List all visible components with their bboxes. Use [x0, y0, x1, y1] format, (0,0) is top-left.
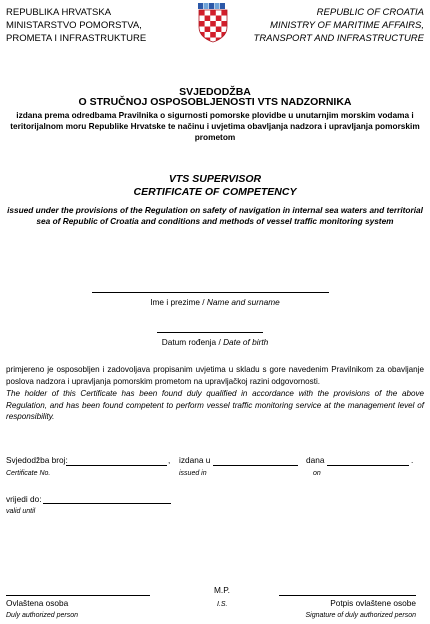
- header-left-line-3: PROMETA I INFRASTRUKTURE: [6, 33, 147, 44]
- issued-in-label: izdana u: [179, 455, 211, 465]
- issued-date-sep: .: [411, 455, 414, 465]
- croatian-coat-of-arms-icon: [195, 3, 231, 43]
- issued-in-line[interactable]: [213, 465, 298, 466]
- body-text-en: The holder of this Certificate has been found duly qualified in accordance with the provisions of the above Regulation, and has been found competent to perform vessel traffic monitoring service at the management level of responsibility.: [6, 389, 424, 421]
- title-hr-subtitle: izdana prema odredbama Pravilnika o sigurnosti pomorske plovidbe u unutarnjim morskim vodama i teritorijalnom moru Republike Hrvatske te načinu i uvjetima obavljanja nadzora i upravljanja pomorskim prometom: [10, 110, 420, 142]
- stamp-label: M.P.: [214, 585, 230, 595]
- stamp-sub: I.S.: [217, 601, 228, 608]
- cert-number-line[interactable]: [66, 465, 167, 466]
- dob-field-line[interactable]: [157, 332, 263, 333]
- authorized-person-label: Ovlaštena osoba: [6, 598, 69, 608]
- name-field-caption: [0, 297, 430, 308]
- authorized-person-sub: Duly authorized person: [6, 612, 78, 619]
- cert-number-sub: Certificate No.: [6, 470, 51, 477]
- header-right-line-2: MINISTRY OF MARITIME AFFAIRS,: [270, 20, 424, 31]
- signature-line[interactable]: [279, 595, 416, 596]
- authorized-person-line[interactable]: [6, 595, 150, 596]
- cert-number-sep: ,: [168, 455, 171, 465]
- header-right-line-3: TRANSPORT AND INFRASTRUCTURE: [253, 33, 424, 44]
- header-right-block: [254, 6, 424, 45]
- valid-until-sub: valid until: [6, 508, 36, 515]
- issued-date-label: dana: [306, 455, 325, 465]
- signature-label: Potpis ovlaštene osobe: [330, 598, 416, 608]
- valid-until-label: vrijedi do:: [6, 494, 42, 504]
- signature-sub: Signature of duly authorized person: [305, 612, 416, 619]
- dob-field-caption: [0, 337, 430, 348]
- issued-date-line[interactable]: [327, 465, 409, 466]
- header-left-line-1: REPUBLIKA HRVATSKA: [6, 7, 112, 18]
- header-left-block: [6, 6, 146, 45]
- name-field-line[interactable]: [92, 292, 329, 293]
- issued-date-sub: on: [313, 470, 321, 477]
- body-text-hr: primjereno je osposobljen i zadovoljava propisanim uvjetima u skladu s gore navedenim Pravilnikom za obavljanje poslova nadzora i upravljanja pomorskim prometom na upravljačkoj razini odgovornosti.: [6, 365, 424, 386]
- issued-in-sub: issued in: [179, 470, 207, 477]
- dob-label-hr: Datum rođenja /: [161, 337, 224, 347]
- header-right-line-1: REPUBLIC OF CROATIA: [316, 7, 424, 18]
- title-en-subtitle: issued under the provisions of the Regulation on safety of navigation in internal sea waters and territorial sea of Republic of Croatia and conditions and methods of vessel traffic monitoring system: [7, 205, 423, 226]
- header-left-line-2: MINISTARSTVO POMORSTVA,: [6, 20, 142, 31]
- cert-number-label: Svjedodžba broj:: [6, 455, 68, 465]
- title-hr-line1: SVJEDODŽBA: [179, 86, 251, 98]
- name-label-en: Name and surname: [206, 297, 280, 307]
- dob-label-en: Date of birth: [223, 337, 269, 347]
- valid-until-line[interactable]: [43, 503, 171, 504]
- title-hr-line2: O STRUČNOJ OSPOSOBLJENOSTI VTS NADZORNIKA: [78, 96, 352, 108]
- title-en-line1: VTS SUPERVISOR: [168, 173, 262, 185]
- title-en-line2: CERTIFICATE OF COMPETENCY: [133, 186, 297, 198]
- name-label-hr: Ime i prezime /: [150, 297, 207, 307]
